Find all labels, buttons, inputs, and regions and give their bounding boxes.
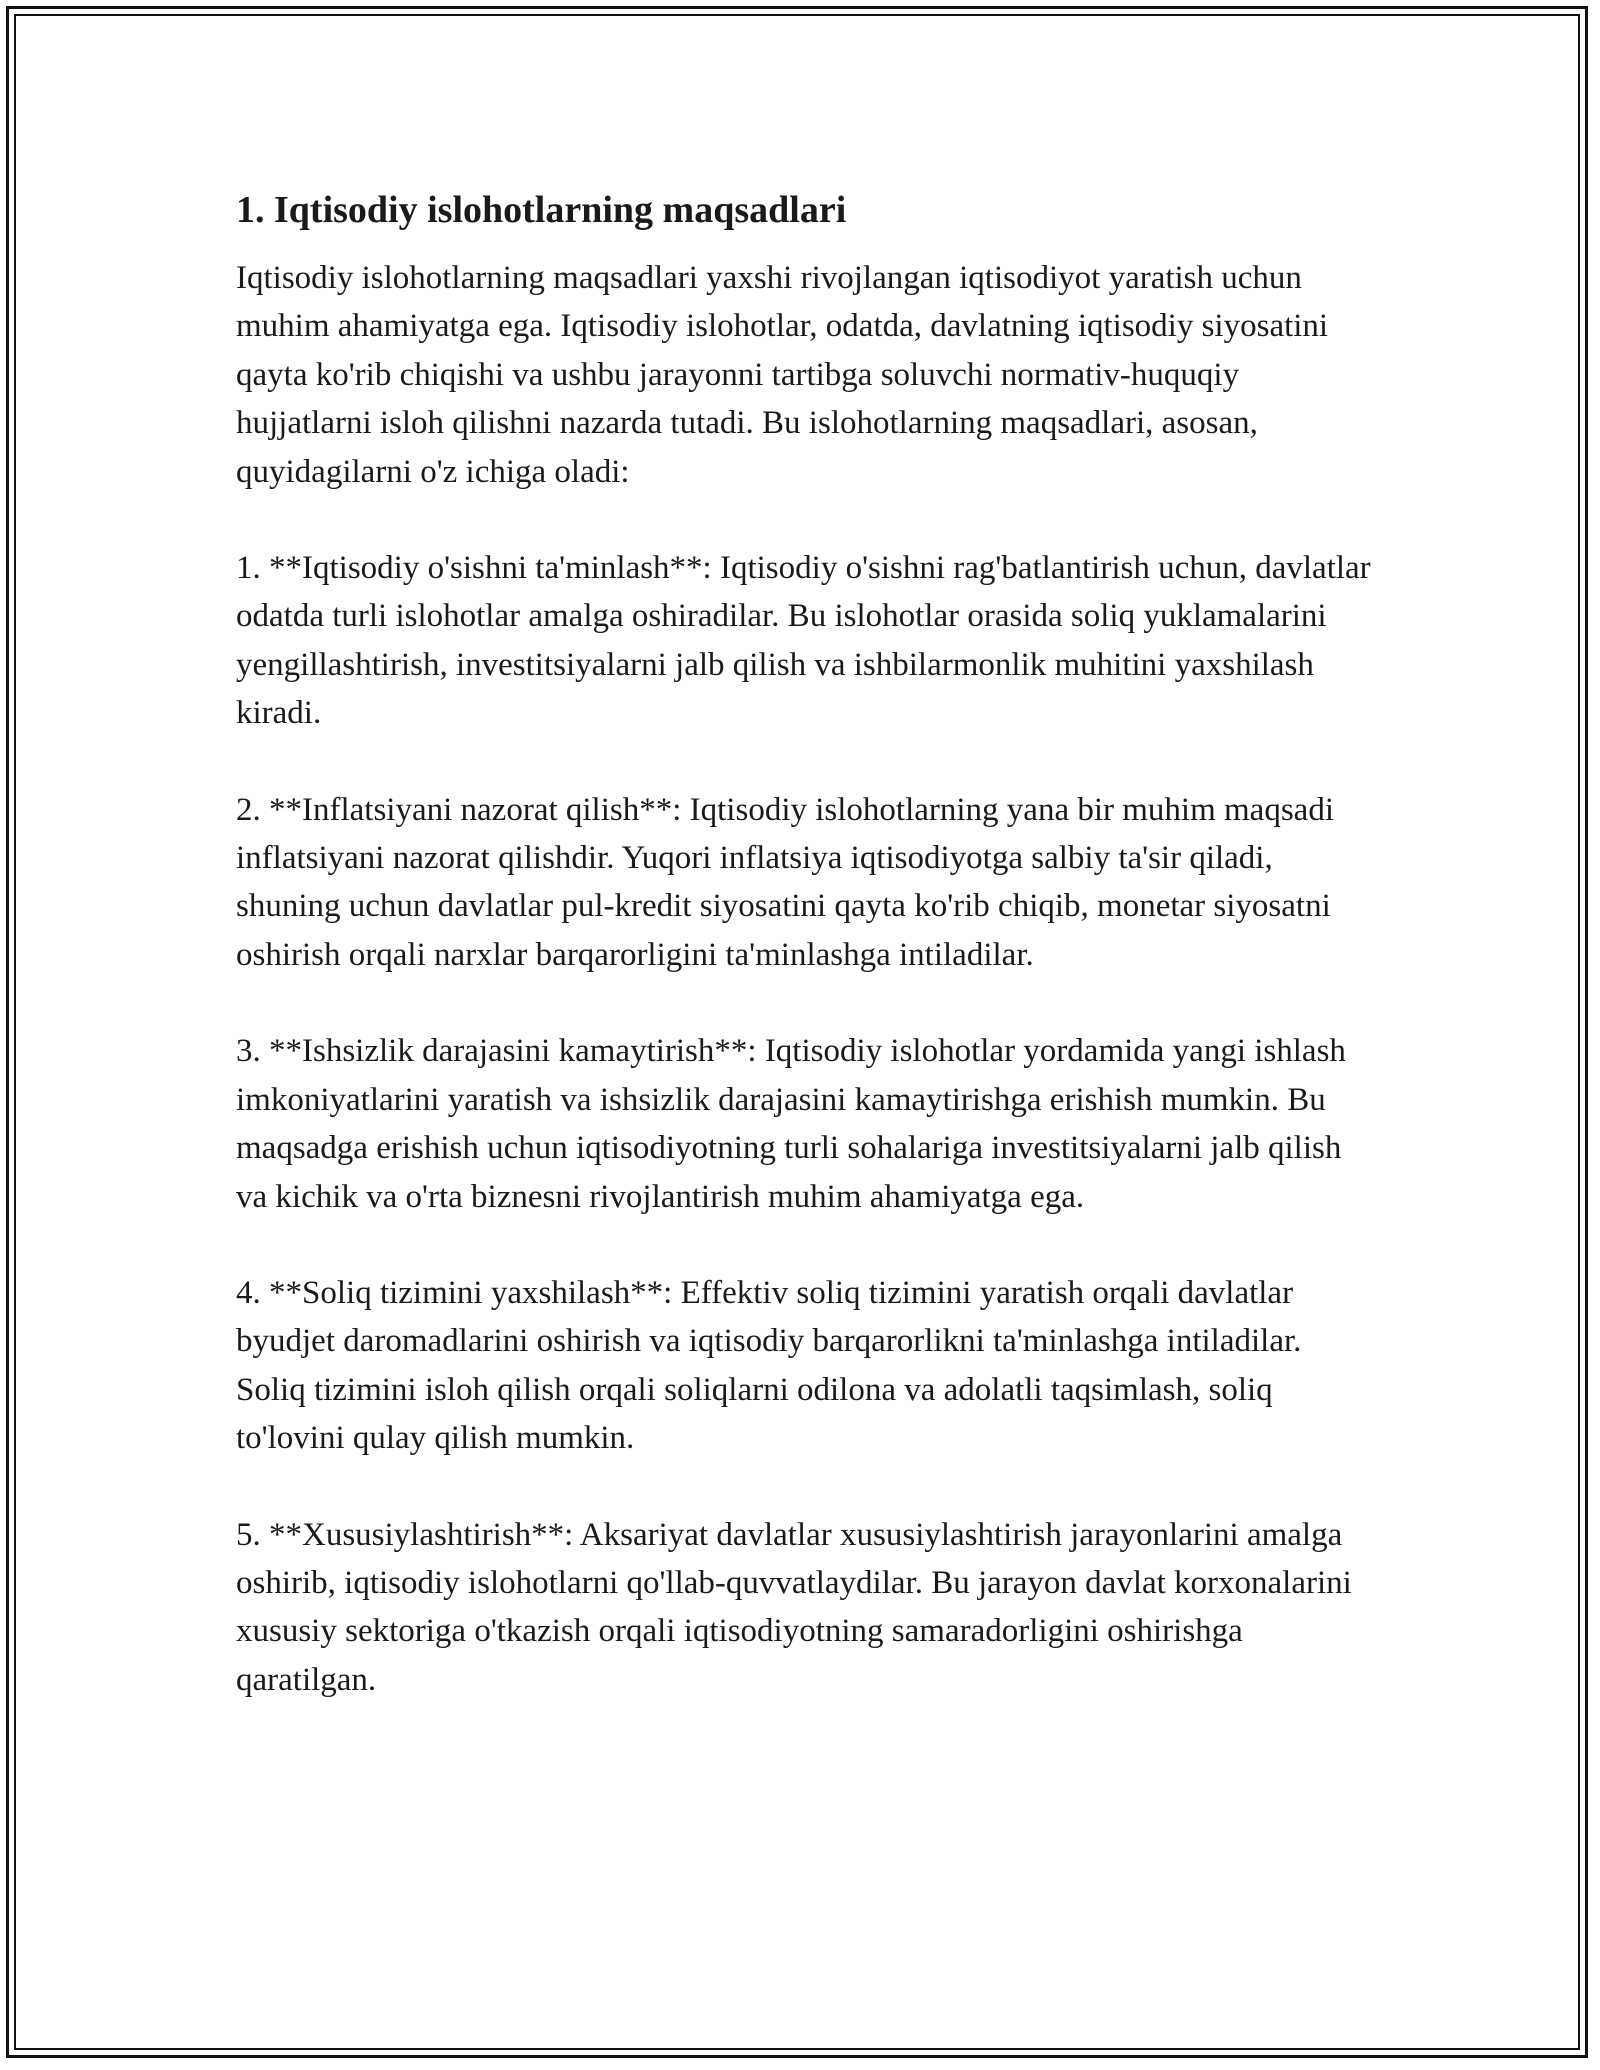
list-item-privatization: 5. **Xususiylashtirish**: Aksariyat davlatlar xususiylashtirish jarayonlarini amalga oshirib, iqtisodiy islohotlarni qo'llab-quvvatlaydilar. Bu jarayon davlat korxonalarini xususiy sektoriga o'tkazish orqali iqtisodiyotning samaradorligini oshirishga qaratilgan. xyxy=(236,1516,1352,1698)
document-body xyxy=(236,186,1376,1752)
section-heading: 1. Iqtisodiy islohotlarning maqsadlari xyxy=(236,189,847,231)
intro-paragraph: Iqtisodiy islohotlarning maqsadlari yaxshi rivojlangan iqtisodiyot yaratish uchun muhim ahamiyatga ega. Iqtisodiy islohotlar, odatda, davlatning iqtisodiy siyosatini qayta ko'rib chiqishi va ushbu jarayonni tartibga soluvchi normativ-huquqiy hujjatlarni isloh qilishni nazarda tutadi. Bu islohotlarning maqsadlari, asosan, quyidagilarni o'z ichiga oladi: xyxy=(236,260,1329,490)
list-item-unemployment: 3. **Ishsizlik darajasini kamaytirish**: Iqtisodiy islohotlar yordamida yangi ishlash imkoniyatlarini yaratish va ishsizlik darajasini kamaytirishga erishish mumkin. Bu maqsadga erishish uchun iqtisodiyotning turli sohalariga investitsiyalarni jalb qilish va kichik va o'rta biznesni rivojlantirish muhim ahamiyatga ega. xyxy=(236,1033,1346,1215)
list-item-inflation-control: 2. **Inflatsiyani nazorat qilish**: Iqtisodiy islohotlarning yana bir muhim maqsadi inflatsiyani nazorat qilishdir. Yuqori inflatsiya iqtisodiyotga salbiy ta'sir qiladi, shuning uchun davlatlar pul-kredit siyosatini qayta ko'rib chiqib, monetar siyosatni oshirish orqali narxlar barqarorligini ta'minlashga intiladilar. xyxy=(236,791,1334,973)
list-item-economic-growth: 1. **Iqtisodiy o'sishni ta'minlash**: Iqtisodiy o'sishni rag'batlantirish uchun, davlatlar odatda turli islohotlar amalga oshiradilar. Bu islohotlar orasida soliq yuklamalarini yengillashtirish, investitsiyalarni jalb qilish va ishbilarmonlik muhitini yaxshilash kiradi. xyxy=(236,550,1371,732)
list-item-tax-system: 4. **Soliq tizimini yaxshilash**: Effektiv soliq tizimini yaratish orqali davlatlar byudjet daromadlarini oshirish va iqtisodiy barqarorlikni ta'minlashga intiladilar. Soliq tizimini isloh qilish orqali soliqlarni odilona va adolatli taqsimlash, soliq to'lovini qulay qilish mumkin. xyxy=(236,1274,1302,1457)
